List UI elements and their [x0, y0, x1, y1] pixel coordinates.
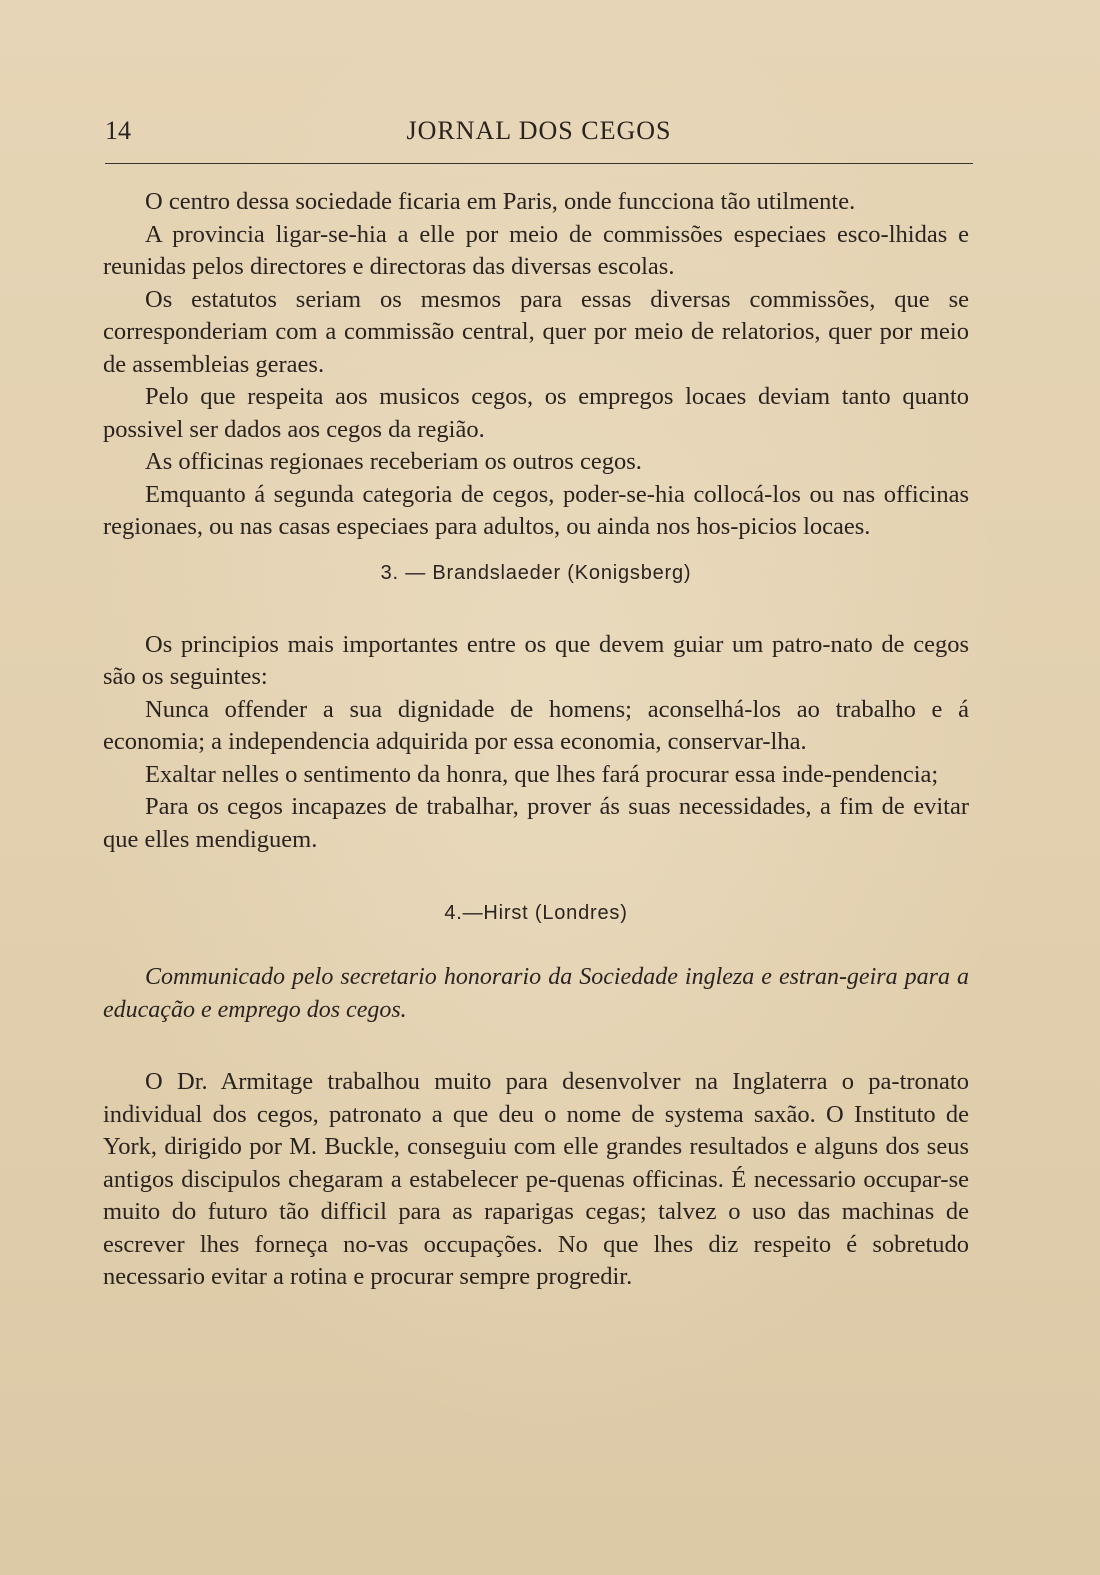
page-header — [105, 116, 973, 156]
section-subtitle: Communicado pelo secretario honorario da Sociedade ingleza e estran-geira para a educação e emprego dos cegos. — [103, 964, 969, 1023]
body-paragraph: O centro dessa sociedade ficaria em Paris, onde funcciona tão utilmente. — [145, 188, 856, 215]
body-paragraph: Emquanto á segunda categoria de cegos, poder-se-hia collocá-los ou nas officinas regionaes, ou nas casas especiaes para adultos, ou ainda nos hos-picios locaes. — [103, 480, 969, 540]
body-paragraph: Pelo que respeita aos musicos cegos, os empregos locaes deviam tanto quanto possivel ser dados aos cegos da região. — [103, 383, 969, 443]
section-heading: 3. — Brandslaeder (Konigsberg) — [380, 561, 692, 584]
body-paragraph: A provincia ligar-se-hia a elle por meio de commissões especiaes esco-lhidas e reunidas pelos directores e directoras das diversas escolas. — [103, 220, 969, 280]
body-paragraph: O Dr. Armitage trabalhou muito para desenvolver na Inglaterra o pa-tronato individual dos cegos, patronato a que deu o nome de systema saxão. O Instituto de York, dirigido por M. Buckle, conseguiu com elle grandes resultados e alguns dos seus antigos discipulos chegaram a estabelecer pe-quenas officinas. É necessario occupar-se muito do futuro tão difficil para as raparigas cegas; talvez o uso das machinas de escrever lhes forneça no-vas occupações. No que lhes diz respeito é sobretudo necessario evitar a rotina e procurar sempre progredir. — [103, 1068, 969, 1290]
body-paragraph: As officinas regionaes receberiam os outros cegos. — [145, 448, 642, 475]
header-rule — [105, 163, 973, 164]
page-body — [103, 186, 969, 1294]
page-number: 14 — [105, 116, 131, 145]
running-title: JORNAL DOS CEGOS — [406, 116, 672, 145]
section-heading: 4.—Hirst (Londres) — [444, 902, 628, 924]
body-paragraph: Para os cegos incapazes de trabalhar, prover ás suas necessidades, a fim de evitar que elles mendiguem. — [103, 793, 969, 853]
body-paragraph: Os estatutos seriam os mesmos para essas diversas commissões, que se corresponderiam com a commissão central, quer por meio de relatorios, quer por meio de assembleias geraes. — [103, 285, 969, 378]
body-paragraph: Nunca offender a sua dignidade de homens; aconselhá-los ao trabalho e á economia; a independencia adquirida por essa economia, conservar-lha. — [103, 695, 969, 755]
body-paragraph: Exaltar nelles o sentimento da honra, que lhes fará procurar essa inde-pendencia; — [145, 760, 939, 788]
body-paragraph: Os principios mais importantes entre os que devem guiar um patro-nato de cegos são os seguintes: — [103, 630, 969, 690]
